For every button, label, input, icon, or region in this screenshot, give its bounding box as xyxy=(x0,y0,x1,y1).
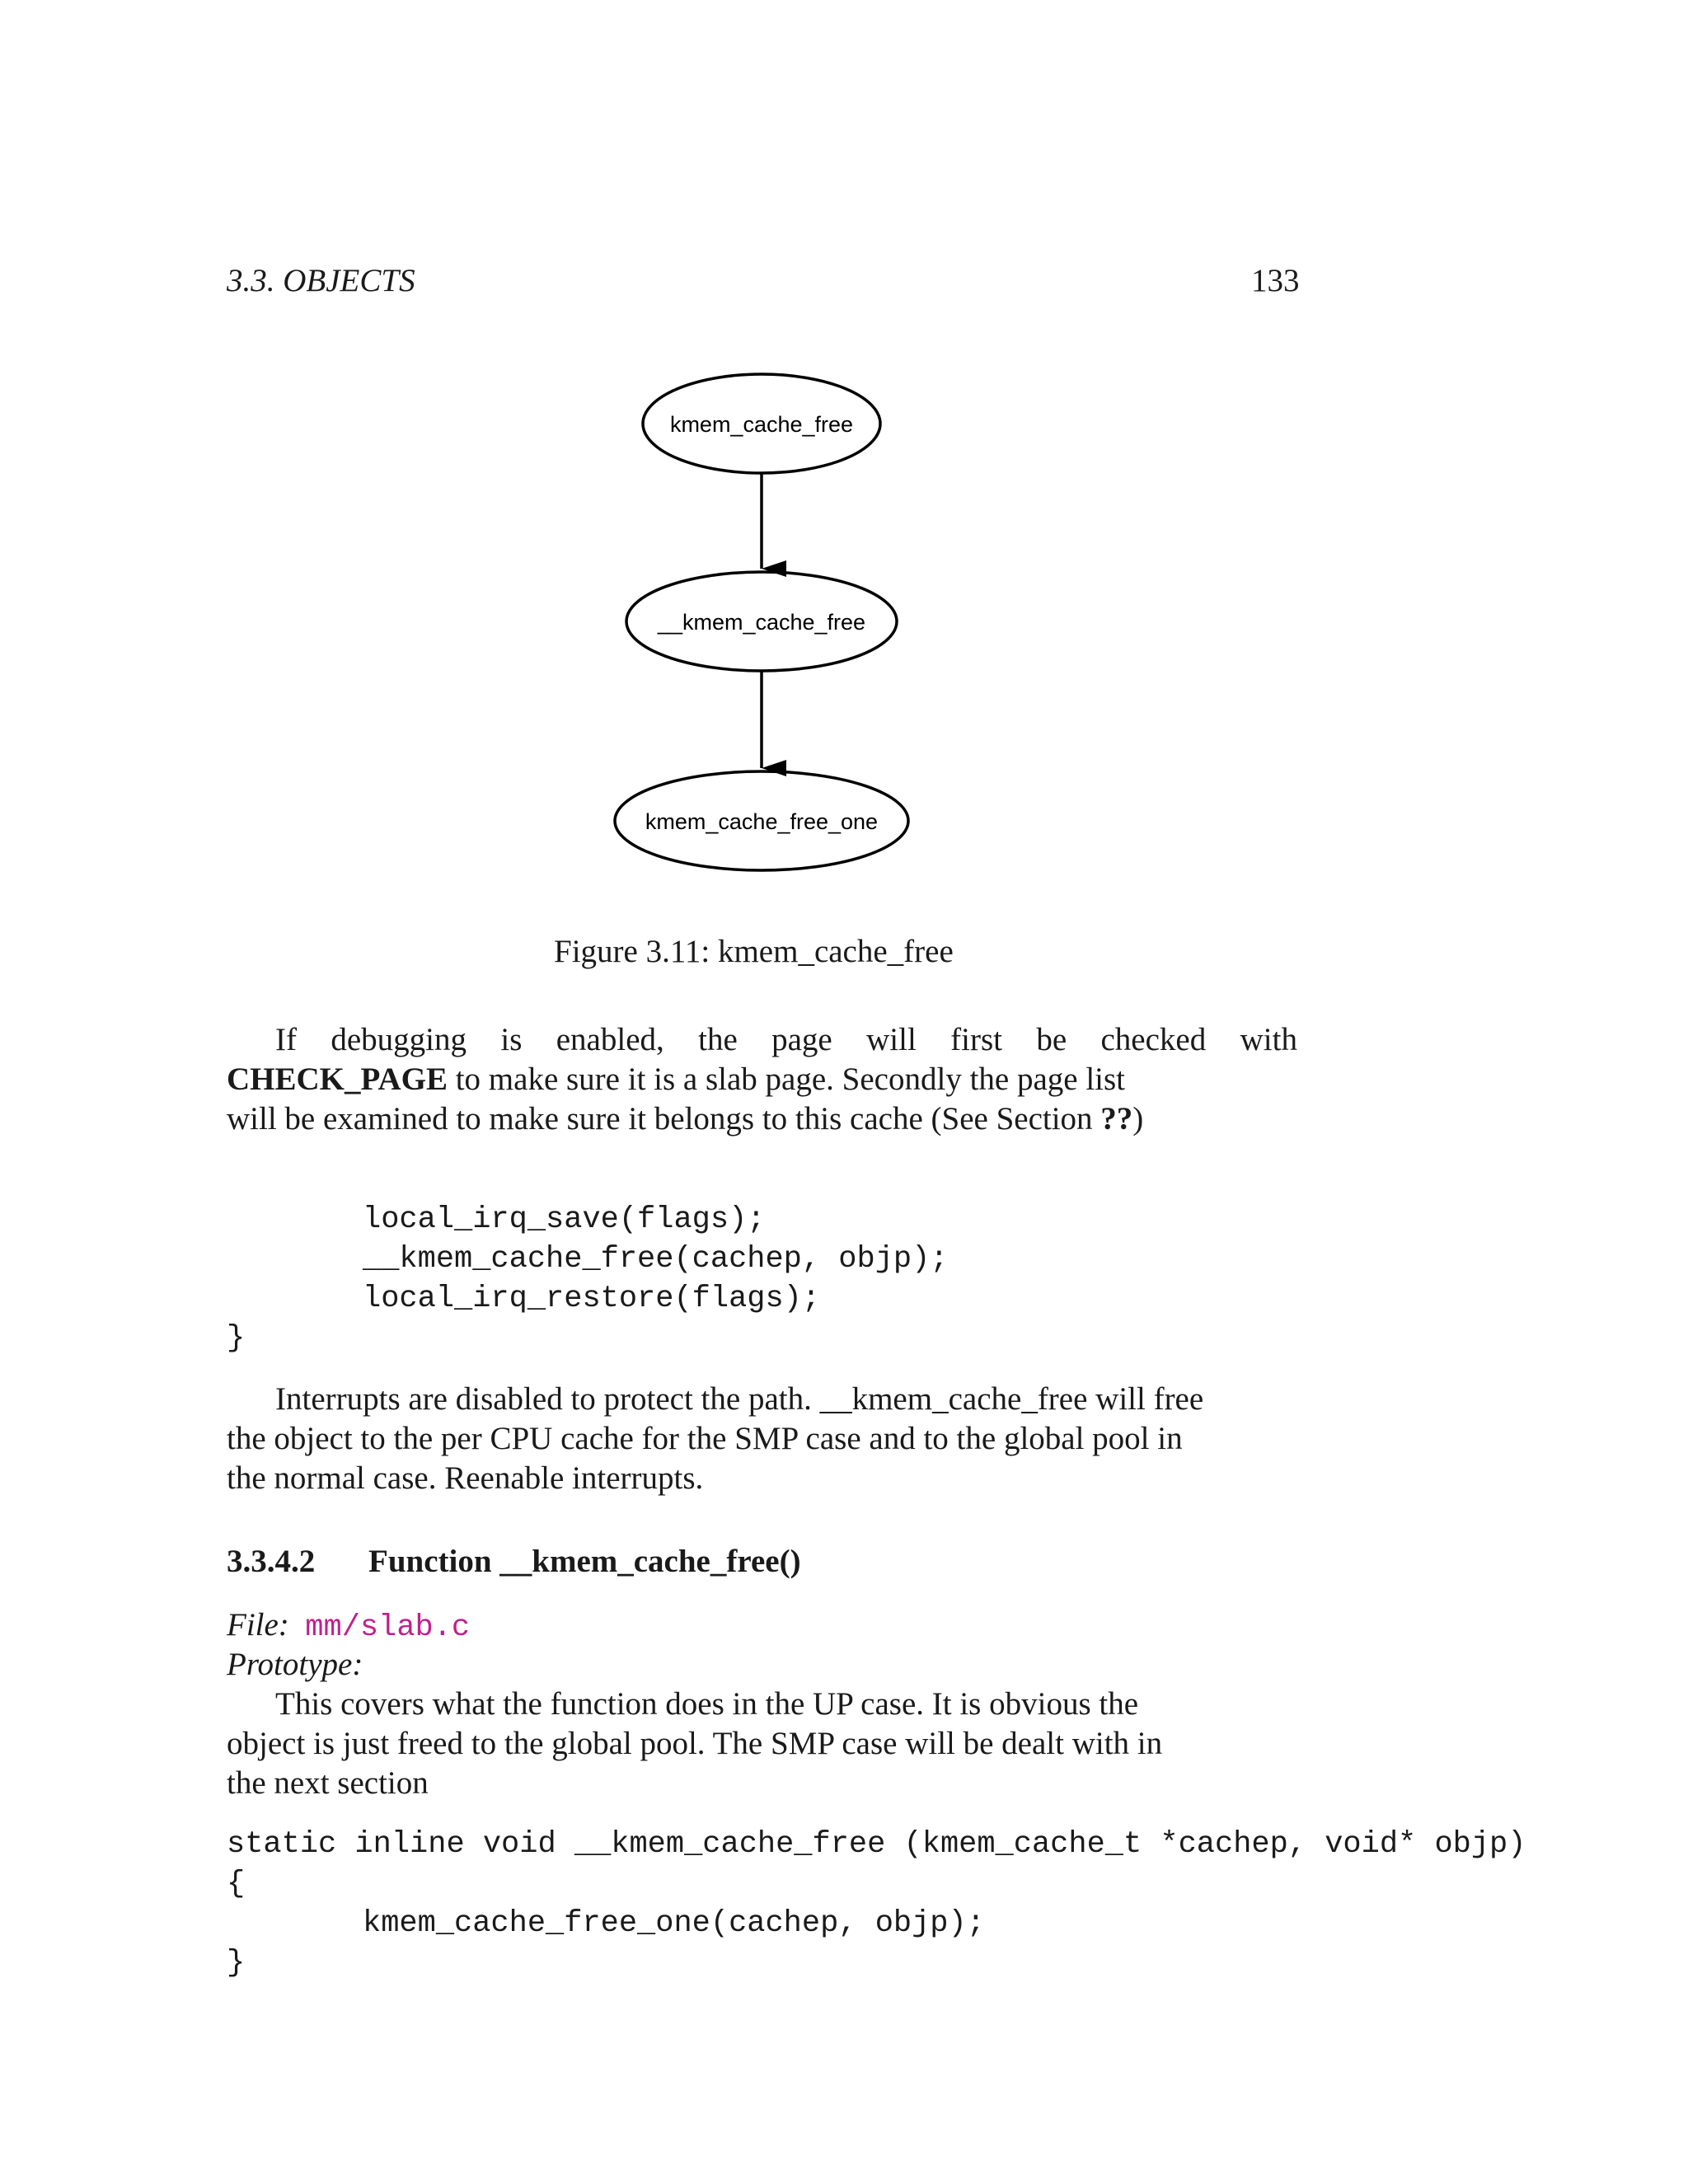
running-header-chapter: 3.3. OBJECTS xyxy=(227,263,415,298)
text: will be examined to make sure it belongs to this cache (See Section xyxy=(227,1101,1101,1137)
section-number: 3.3.4.2 xyxy=(227,1544,316,1579)
word: will xyxy=(866,1022,917,1057)
code-line: } xyxy=(227,1321,246,1356)
page-number: 133 xyxy=(1251,263,1300,298)
paragraph-3-line-2: object is just freed to the global pool. The SMP case will be dealt with in xyxy=(227,1726,1163,1761)
word: the xyxy=(698,1022,738,1057)
file-path-link[interactable]: mm/slab.c xyxy=(305,1610,471,1645)
code-line: { xyxy=(227,1867,246,1901)
graph-node-label: kmem_cache_free xyxy=(669,412,854,437)
paragraph-3-line-1: This covers what the function does in the UP case. It is obvious the xyxy=(275,1686,1139,1722)
graph-node-label: __kmem_cache_free xyxy=(657,610,866,635)
word: enabled, xyxy=(556,1022,664,1057)
code-line: local_irq_save(flags); xyxy=(363,1202,766,1237)
graph-node-kmem-cache-free-internal xyxy=(626,572,897,671)
paragraph-1-line-2 xyxy=(227,1060,1125,1099)
prototype-label: Prototype: xyxy=(227,1647,363,1682)
word: is xyxy=(500,1022,523,1057)
code-line: } xyxy=(227,1946,246,1980)
check-page-term: CHECK_PAGE xyxy=(227,1062,448,1097)
paragraph-2-line-3: the normal case. Reenable interrupts. xyxy=(227,1460,704,1496)
word: page xyxy=(771,1022,832,1057)
code-line: kmem_cache_free_one(cachep, objp); xyxy=(363,1906,985,1941)
section-reference: ?? xyxy=(1100,1101,1133,1137)
code-line: static inline void __kmem_cache_free (kmem_cache_t *cachep, void* objp) xyxy=(227,1827,1526,1862)
text: ) xyxy=(1132,1101,1144,1137)
section-title: Function __kmem_cache_free() xyxy=(368,1544,801,1579)
file-label: File: xyxy=(227,1607,289,1643)
word: If xyxy=(275,1022,297,1057)
word: checked xyxy=(1100,1022,1207,1057)
paragraph-2-line-1: Interrupts are disabled to protect the path. __kmem_cache_free will free xyxy=(275,1381,1204,1417)
paragraph-1-line-3 xyxy=(227,1099,1143,1139)
file-line xyxy=(227,1605,470,1647)
call-graph-diagram xyxy=(0,0,1688,923)
paragraph-3-line-3: the next section xyxy=(227,1765,429,1801)
graph-node-kmem-cache-free-one xyxy=(615,771,908,870)
word: debugging xyxy=(331,1022,467,1057)
paragraph-2-line-2: the object to the per CPU cache for the SMP case and to the global pool in xyxy=(227,1421,1183,1456)
graph-node-kmem-cache-free xyxy=(643,374,880,473)
figure-caption: Figure 3.11: kmem_cache_free xyxy=(554,934,954,969)
word: with xyxy=(1240,1022,1297,1057)
text: to make sure it is a slab page. Secondly the page list xyxy=(447,1062,1126,1097)
code-line: __kmem_cache_free(cachep, objp); xyxy=(363,1242,949,1277)
section-heading xyxy=(227,1543,801,1580)
paragraph-1-line-1 xyxy=(275,1020,1297,1060)
code-line: local_irq_restore(flags); xyxy=(363,1282,821,1316)
word: first xyxy=(950,1022,1002,1057)
word: be xyxy=(1036,1022,1067,1057)
graph-node-label: kmem_cache_free_one xyxy=(645,809,879,834)
